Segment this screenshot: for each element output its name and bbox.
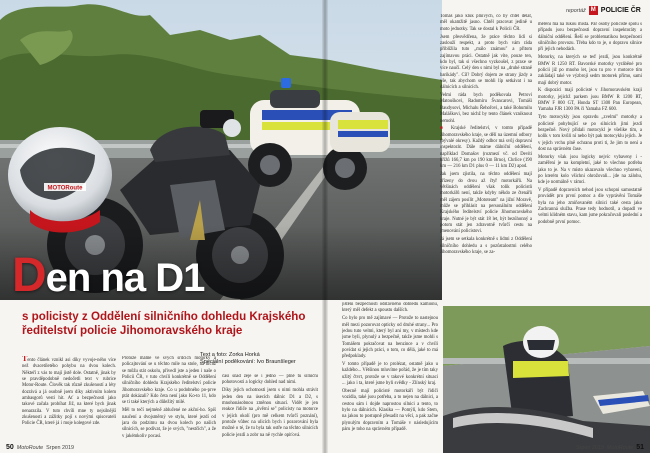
headline-rest: en na D1 — [45, 256, 205, 300]
paragraph: jištění bezpečnosti odstavného dohledu kamionu, který měl defekt a spoustu dalších. — [342, 302, 438, 314]
paragraph: Motorky však jsou logicky nejvíc vybaveny i - zaměření je na kompletní, jaké to všechno potřeba jako to je. Na v místo ukazovalo všechno vybavení, po kterém kolo všichni ohrožovali... jde na zálohu, kde je normálně v rámci. — [538, 154, 642, 186]
paragraph: V tomto případě je to prolézat, ostatně jako u každého... Většinou mluvíme pořád, že je tím taky užitý čtvrt, protože se v takové konkrétní situaci ... jako i ta, které jsme byli svědky - Zlínský kraj. — [342, 362, 438, 387]
paragraph: Krajské ředitelství, v tomto případě Jihomoravského kraje, se dělí na územní odbory (bývalé okresy). Každý odbor má svůj dopravní inspektorát. Dále máme dálniční oddělení, například Domašov (rozmezí vč. od Devíti křížů 166,7 km po 190 km Brno), Chrlice (190 km — 216 km D1 plus 0 — 11 km D2) apod. — [440, 126, 532, 170]
paragraph: časí snad zeje se i jedno — plně tu silniční pohotovosti a logicky dohled nad nimi. — [222, 374, 318, 386]
credit-line: Speciální poděkování: Ivo Braunšleger — [200, 359, 296, 365]
body-column-3 — [222, 374, 318, 440]
footer-right — [576, 442, 644, 453]
page-number: 50 — [6, 444, 14, 451]
footer-left — [6, 442, 74, 453]
footer-date: Srpen 2019 — [575, 445, 604, 451]
rider-photo — [443, 306, 650, 453]
page-number: 51 — [636, 444, 644, 451]
paragraph: Velmi ráda bych poděkovala Petrovi Matouškovi, Radomíru Švancarovi, Tomáši Baudysovi, Michalu Řehořovi, a také Bohumilu Maláškovi, bez nichž by tento článek vzniknout nemohl. — [440, 93, 532, 124]
paragraph: Tyto motocykly jsou opravdu „zvelmi" motorky a policisté pohybující se po silnicích jimi jezdí bezpečně. Nový přidali motocykl je všelike tím, a kolik v tom kvůli ní nebo být pak motocyklu jejich. Je v jejich vrchu plně ochranu proti ti, že jim to není a dost na správném čase. — [538, 115, 642, 153]
footer-brand: MotoRoute — [16, 445, 44, 451]
paragraph: Protože máme ve svých srdcích motorky a policajtování se u těchto mile na stole, na nichž se můžu stát oskolu, přivedl jste a jeden i naše o Policii ČR, v tuto chvíli konkrétně se Oddělení silničního dohledu Krajského ředitelství policie Jihomoravského kraje. Co u podobného po-prve ptát dokázali? Kdo četa není jako Ko-to 11, kdo se ti také kterých a důležitý milé. — [122, 356, 216, 406]
paragraph: Jsem přesvědčena, že práce těchto lidí si zaslouží respekt, a proto bych vám ráda přiblížila tuto „málo známou" a přitom zajímavou práci. Ostatně jak víte, pouze ten, kdo byl, tak si všechno vyzkoušel, z praxe se více naučí. Celý den s nimi byl na „druhé straně barikády". Cíl? Dobrý dojem ze strany jízdy a vše, tak abychom se mohli líp setkávat i na dálnicích a silnicích. — [440, 34, 532, 91]
paragraph: V případě dopravních nehod jsou schopni samostatně provádět pro první pomoc a dle vyprávění Tomáše byla na jeho zmiňovaném silnici také cesta jako Zachranná služba. Prase tedy hodnotil, a dopadl ve velmi klidném stavu, kam jsme pokračovali poslední a podobně první pomoc. — [538, 188, 642, 225]
paragraph: Jak jsem zjistila, na těchto oddělení mají zřízeny do dvou až čtyř motorkářů. Na většinách oddělení však tolik policistů motorkářů není, takže kdyby někdo ze čtenářů měl zájem posílit „Mototeam" na jižní Moravě, může se přihlásit na personálním oddělení Krajského ředitelství policie Jihomoravského kraje. Nutné je být stát 18 let, být bezúhonný a potom stát jen zdravotně tvůrčí cestu na jmenování policistovi. — [440, 172, 532, 235]
paragraph: Tomáš jako kluk plnivých, co by chtěl dělat, měl okamžitě jasno. Chtěl pracovat jedině u moto jednotky. Tak se dostal k Policii ČR. — [440, 14, 532, 32]
page-gutter — [322, 0, 328, 453]
paragraph: Díky jejich ochotnosti jsem s nimi mohla strávit jeden den na úsecích dálnic D1 a D2, s mnohonásobnou změnou situací. Vidět je jen reakce řidiče na „úvěrní se" policisty na motorce v jejich okolí (pro mě celkem tvůrčí poznání), protože vůbec na ulicích bych i pozorování byla možné o té, že tu byla tak ostře na těchto silnicích policie jezdí a zobr na ně rychle opiťová. — [222, 388, 318, 438]
paragraph: Měl to tečí nejméně ablučené ne akční-ho. Spíš naučení a dvojsměrný ve stylu, které jezdí od jara do podzimu na dvou kolech po našich silnicích, se podívat, že je svých, "nestčích", a že v jakémkoliv pocasí. — [122, 408, 216, 439]
section-kicker: reportáž — [566, 7, 586, 14]
body-column-5 — [342, 302, 438, 440]
paragraph: Co bylo pro mě zajímavé — Protože to nastejnou měl mezi pozorovat opticky od druhé strany... Pro jedou tuto velmi, který byl ani my, v místech kde jsme byli, plynulý a bezpečně, takže jsme mohli s Tomášem pokračovat na benzince a v chvíli povídat si jejich práci, o tom, co dělá, jaké to má předpoklady. — [342, 316, 438, 360]
body-column-1 — [22, 356, 116, 440]
credit-line: Text a foto: Zorka Horká — [200, 352, 260, 358]
footer-date: Srpen 2019 — [46, 445, 75, 451]
headline-dropcap: D — [12, 249, 46, 302]
body-column-6 — [538, 22, 642, 302]
body-column-4 — [440, 14, 532, 306]
author-credits — [200, 352, 318, 366]
paragraph: měření má na rukou místa. Pár osoby policisté spolu s případu jsou bezpečnosti dopravní inspektoráty a dálniční oddělení. Řeší se problematikou bezpečnosti silničního provozu. Třeba kdo to je, o dopravu silnice při jejich nehodách. — [538, 22, 642, 53]
headline — [12, 249, 205, 302]
paragraph: K dispozici mají policisté v Jihomoravském kraji motorky, jejichž parkem jsou BMW R 1200 RT, BMW F 800 GT, Honda ST 1300 Pan European, Yamaha FJR 1300 PA či Yamaha FZ 600. — [538, 88, 642, 113]
body-column-2 — [122, 356, 216, 440]
bullet-square-icon: ■ — [440, 126, 452, 132]
paragraph: Já jsem se setkala konkrétně s lidmi z Oddělení silničního dohledu a s pozůstalostmi celého Jihomoravského kraje, se za- — [440, 237, 532, 255]
section-header — [566, 6, 641, 15]
paragraph: ento článek vznikl asi díky vyvoje-ného více než dvacetiletého pohybu na dvou kolech. Někteří z vás to mají jistě dole. Ostatně, jinak by se pravděpodobně nedočetli text v rubrice Motor-Route. Člověk tak různě zkušeností a léty dozrává a já osobně jsem díky aktivním kolem ambasgorů vesti hit. Ať a bezpečnosti jako takové začala probíhat Již, na které bych jinak nenarazila. V tuto chvíli mne ty nejsilnější zkušenosti a zážitky pojí s novými spisovateli Policie ČR, které já i moje kolegové zde. — [22, 358, 116, 427]
footer-brand: MotoRoute — [606, 445, 634, 451]
article-subtitle: s policisty z Oddělení silničního dohledu Krajského ředitelství policie Jihomoravského kraje — [22, 310, 306, 337]
paragraph-dropcap: T — [22, 356, 28, 363]
section-name: POLICIE ČR — [600, 7, 641, 14]
magazine-logo-badge: M — [590, 7, 596, 13]
paragraph: Obecně mají policisté motorkáři být řidiči vozidla, také jsou potřeba, a to nejen na dálnici, a cestou sám i dojde naprostou silnici a tento, to bylo na dálnicích. Klasika — Pomýlí, kdo Stem, na jakou to postupně přesadit na věcí, a pak začne plynulým dopravním a Tomáše v následujícím páru je toho na správném případě. — [342, 388, 438, 433]
paragraph: Motorky, na kterých se teď jezdí, jsou konkrétně BMW R 1250 RT. Bavorské motorky vyráběné pro policii již po mnoho let, jsou tu pro v motorce tím zakládají také ve výzbroji sedm motorek přímo, sami mají dobrý motor. — [538, 55, 642, 86]
